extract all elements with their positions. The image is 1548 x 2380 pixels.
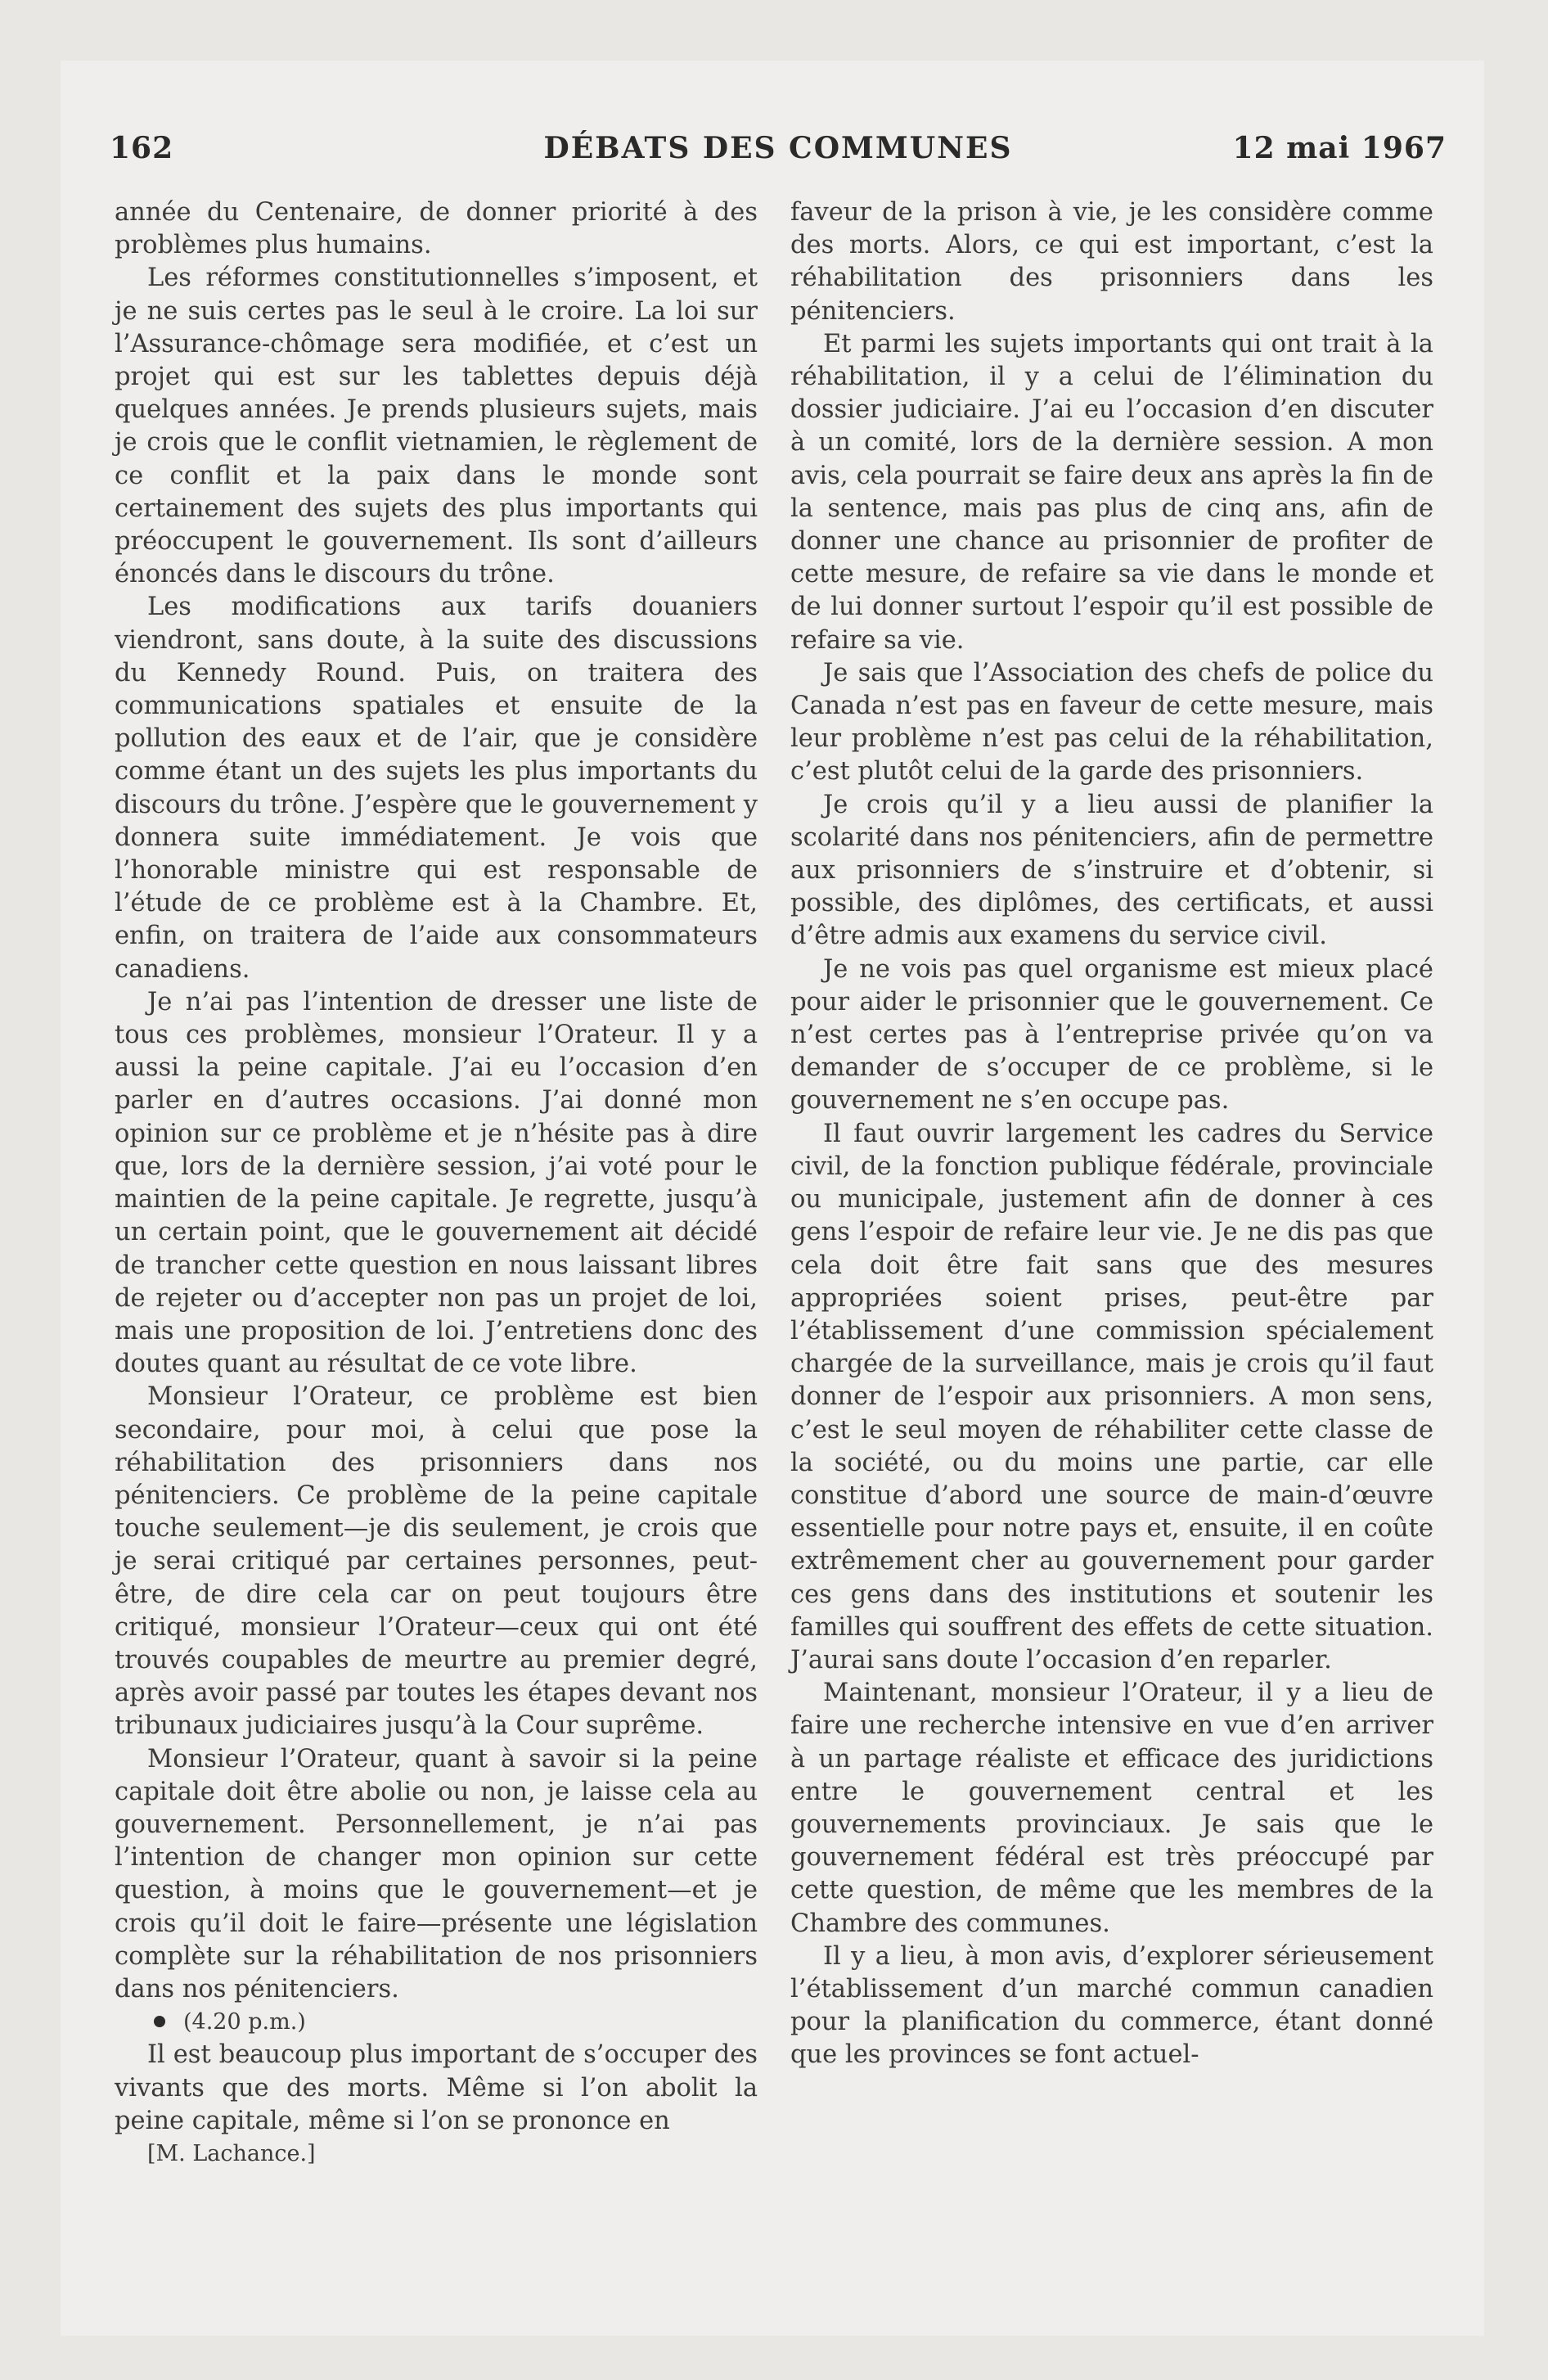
bullet-icon — [154, 2016, 165, 2027]
time-marker — [115, 2006, 758, 2039]
page-header — [110, 131, 1447, 172]
paragraph: Maintenant, monsieur l’Orateur, il y a lieu de faire une recherche intensive en vue d’en arriver à un partage réaliste et efficace des juridictions entre le gouvernement central et les gouvernements provinciaux. Je sais que le gouvernement fédéral est très préoccupé par cette question, de même que les membres de la Chambre des communes. — [790, 1679, 1433, 1938]
paragraph: année du Centenaire, de donner priorité à des problèmes plus humains. — [115, 198, 758, 260]
paragraph: Il faut ouvrir largement les cadres du Service civil, de la fonction publique fédérale, provinciale ou municipale, justement afin de donner à ces gens l’espoir de refaire leur vie. Je ne dis pas que cela doit être fait sans que des mesures appropriées soient prises, peut-être par l’établissement d’une commission spécialement chargée de la surveillance, mais je crois qu’il faut donner de l’espoir aux prisonniers. A mon sens, c’est le seul moyen de réhabiliter cette classe de la société, ou du moins une partie, car elle constitue d’abord une source de main-d’œuvre essentielle pour notre pays et, ensuite, il en coûte extrêmement cher au gouvernement pour garder ces gens dans des institutions et soutenir les familles qui souffrent des effets de cette situation. J’aurai sans doute l’occasion d’en reparler. — [790, 1119, 1433, 1675]
paragraph: Monsieur l’Orateur, quant à savoir si la peine capitale doit être abolie ou non, je laisse cela au gouvernement. Personnellement, je n’ai pas l’intention de changer mon opinion sur cette question, à moins que le gouvernement—et je crois qu’il doit le faire—présente une législation complète sur la réhabilitation de nos prisonniers dans nos pénitenciers. — [115, 1744, 758, 2004]
time-text: (4.20 p.m.) — [183, 2009, 306, 2035]
paragraph: Je n’ai pas l’intention de dresser une liste de tous ces problèmes, monsieur l’Orateur. Il y a aussi la peine capitale. J’ai eu l’occasion d’en parler en d’autres occasions. J’ai donné mon opinion sur ce problème et je n’hésite pas à dire que, lors de la dernière session, j’ai voté pour le maintien de la peine capitale. Je regrette, jusqu’à un certain point, que le gouvernement ait décidé de trancher cette question en nous laissant libres de rejeter ou d’accepter non pas un projet de loi, mais une proposition de loi. J’entretiens donc des doutes quant au résultat de ce vote libre. — [115, 987, 758, 1379]
paragraph: Il y a lieu, à mon avis, d’explorer sérieusement l’établissement d’un marché commun canadien pour la planification du commerce, étant donné que les provinces se font actuel- — [790, 1941, 1433, 2070]
paragraph: Je sais que l’Association des chefs de police du Canada n’est pas en faveur de cette mesure, mais leur problème n’est pas celui de la réhabilitation, c’est plutôt celui de la garde des prisonniers. — [790, 658, 1433, 787]
running-head: DÉBATS DES COMMUNES — [543, 131, 1013, 165]
paragraph: Je crois qu’il y a lieu aussi de planifier la scolarité dans nos pénitenciers, afin de permettre aux prisonniers de s’instruire et d’obtenir, si possible, des diplômes, des certificats, et aussi d’être admis aux examens du service civil. — [790, 790, 1433, 951]
paragraph: Monsieur l’Orateur, ce problème est bien secondaire, pour moi, à celui que pose la réhabilitation des prisonniers dans nos pénitenciers. Ce problème de la peine capitale touche seulement—je dis seulement, je crois que je serai critiqué par certaines personnes, peut-être, de dire cela car on peut toujours être critiqué, monsieur l’Orateur—ceux qui ont été trouvés coupables de meurtre au premier degré, après avoir passé par toutes les étapes devant nos tribunaux judiciaires jusqu’à la Cour suprême. — [115, 1382, 758, 1741]
speaker-attribution: [M. Lachance.] — [147, 2140, 316, 2166]
page-date: 12 mai 1967 — [1232, 131, 1447, 165]
left-column — [115, 196, 758, 2170]
paragraph: Et parmi les sujets importants qui ont trait à la réhabilitation, il y a celui de l’élimination du dossier judiciaire. J’ai eu l’occasion d’en discuter à un comité, lors de la dernière session. A mon avis, cela pourrait se faire deux ans après la fin de la sentence, mais pas plus de cinq ans, afin de donner une chance au prisonnier de profiter de cette mesure, de refaire sa vie dans le monde et de lui donner surtout l’espoir qu’il est possible de refaire sa vie. — [790, 329, 1433, 655]
paragraph: Il est beaucoup plus important de s’occuper des vivants que des morts. Même si l’on abolit la peine capitale, même si l’on se prononce en — [115, 2040, 758, 2135]
page-number: 162 — [110, 131, 174, 165]
right-column — [790, 196, 1433, 2072]
paragraph: Les modifications aux tarifs douaniers viendront, sans doute, à la suite des discussions du Kennedy Round. Puis, on traitera des communications spatiales et ensuite de la pollution des eaux et de l’air, que je considère comme étant un des sujets les plus importants du discours du trône. J’espère que le gouvernement y donnera suite immédiatement. Je vois que l’honorable ministre qui est responsable de l’étude de ce problème est à la Chambre. Et, enfin, on traitera de l’aide aux consommateurs canadiens. — [115, 593, 758, 984]
paragraph: faveur de la prison à vie, je les considère comme des morts. Alors, ce qui est important, c’est la réhabilitation des prisonniers dans les pénitenciers. — [790, 198, 1433, 326]
paragraph: Je ne vois pas quel organisme est mieux placé pour aider le prisonnier que le gouvernement. Ce n’est certes pas à l’entreprise privée qu’on va demander de s’occuper de ce problème, si le gouvernement ne s’en occupe pas. — [790, 954, 1433, 1116]
paragraph: Les réformes constitutionnelles s’imposent, et je ne suis certes pas le seul à le croire. La loi sur l’Assurance-chômage sera modifiée, et c’est un projet qui est sur les tablettes depuis déjà quelques années. Je prends plusieurs sujets, mais je crois que le conflit vietnamien, le règlement de ce conflit et la paix dans le monde sont certainement des sujets des plus importants qui préoccupent le gouvernement. Ils sont d’ailleurs énoncés dans le discours du trône. — [115, 264, 758, 589]
